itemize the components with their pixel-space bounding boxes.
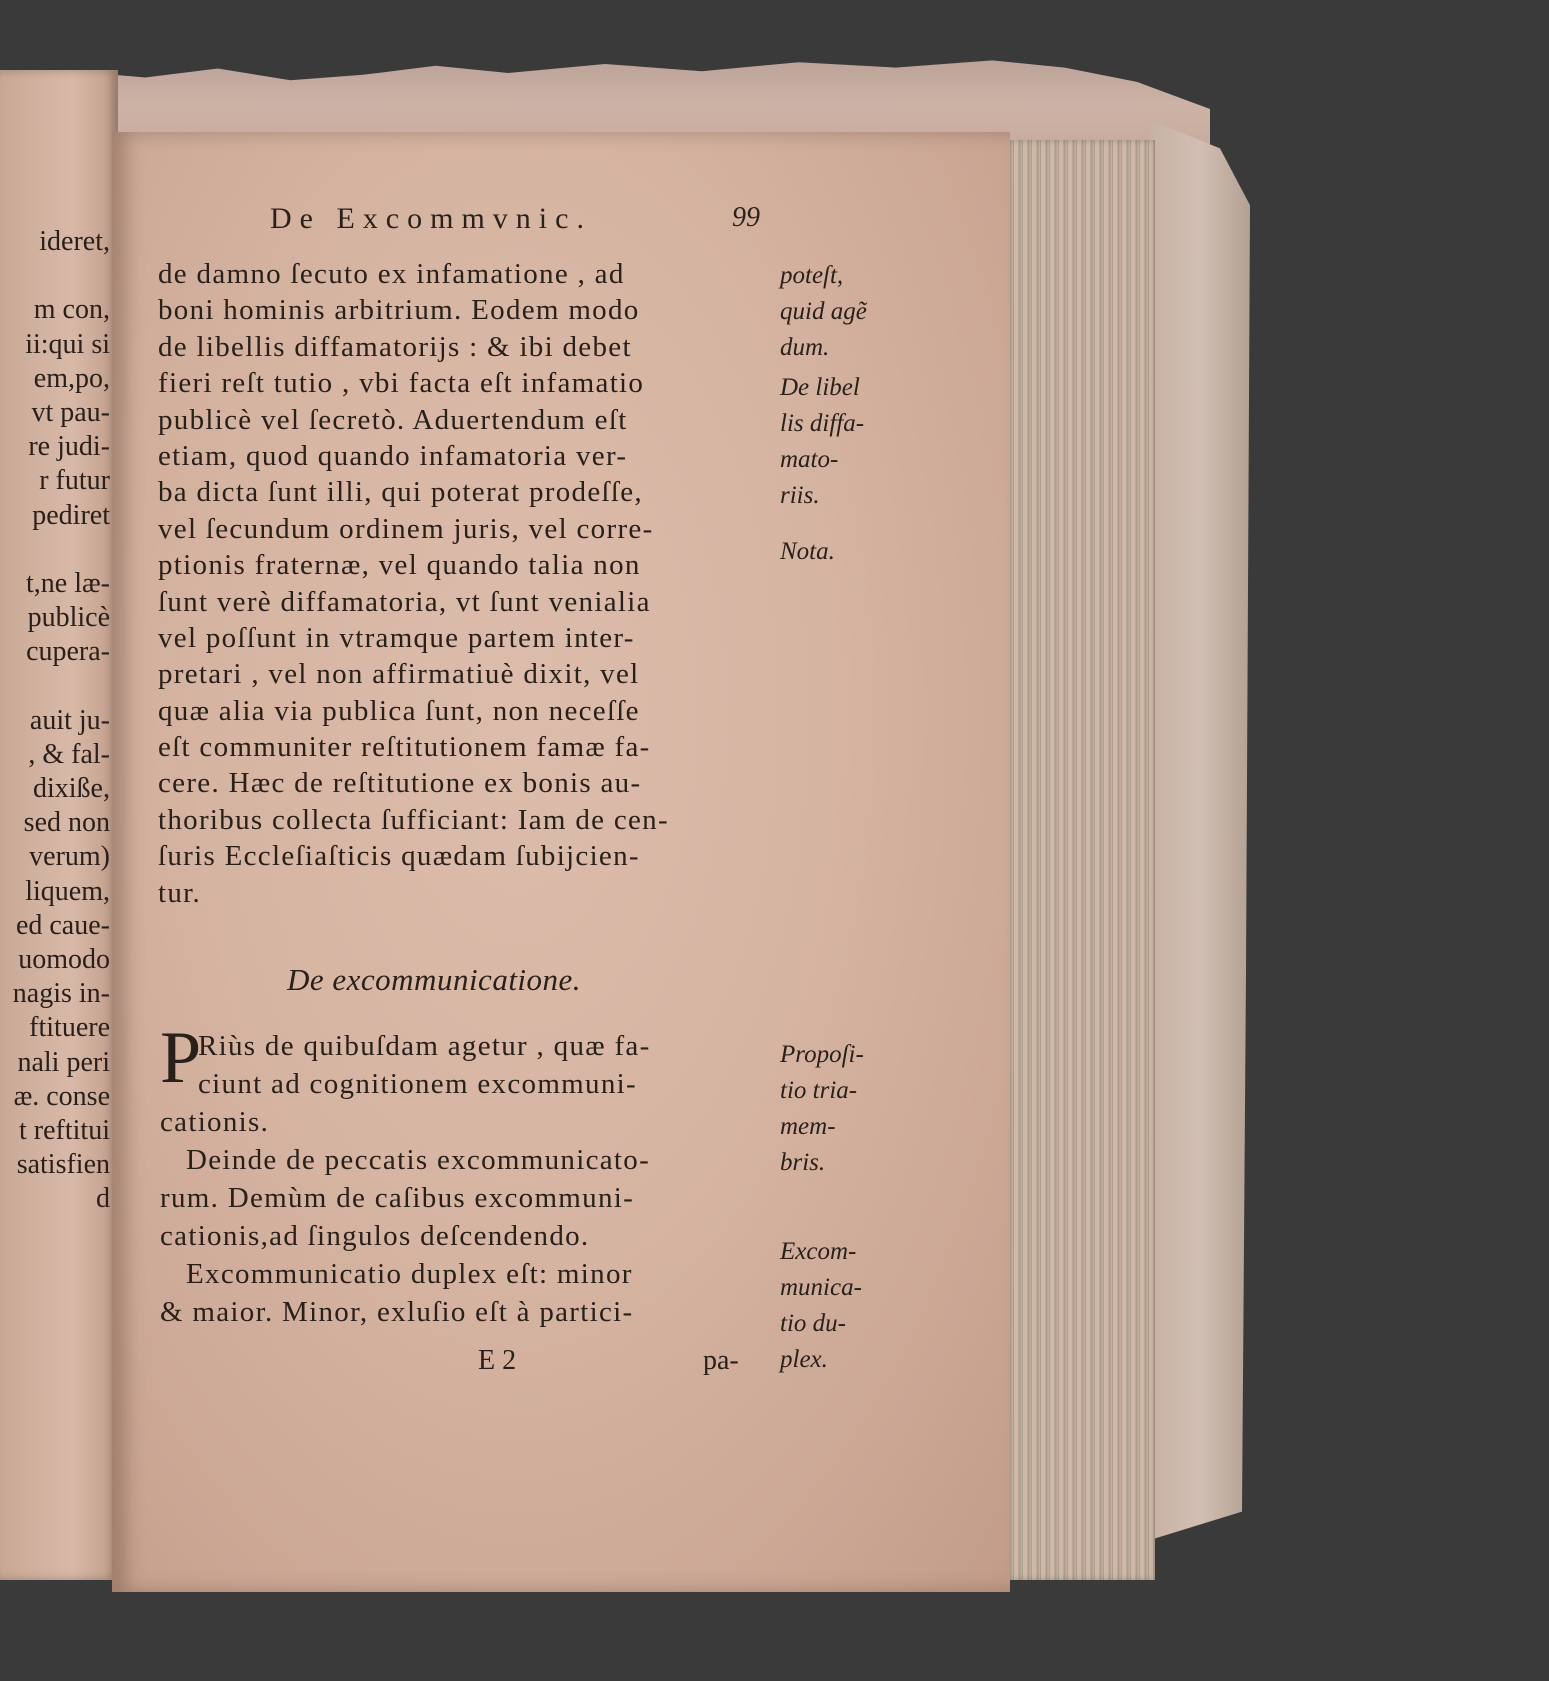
previous-page-line: auit ju- bbox=[29, 704, 110, 736]
page-number: 99 bbox=[732, 202, 760, 233]
margin-note bbox=[780, 1037, 864, 1181]
previous-page-line: ii:qui si bbox=[25, 328, 110, 360]
text-line: cationis,ad ſingulos deſcendendo. bbox=[160, 1220, 590, 1252]
text-line: vel ſecundum ordinem juris, vel corre- bbox=[158, 512, 654, 545]
previous-page-line: sed non bbox=[23, 807, 110, 839]
margin-note bbox=[780, 258, 867, 366]
previous-page-line: satisfien bbox=[16, 1149, 110, 1181]
previous-page-line: pediret bbox=[32, 499, 110, 531]
text-line: de damno ſecuto ex infamatione , ad bbox=[158, 258, 625, 290]
previous-page-fragment bbox=[0, 70, 118, 1580]
text-line: Excommunicatio duplex eſt: minor bbox=[186, 1258, 633, 1290]
previous-page-line bbox=[13, 533, 110, 567]
section-paragraph bbox=[160, 1017, 651, 1331]
body-paragraph bbox=[158, 256, 669, 911]
page-header bbox=[270, 202, 790, 242]
margin-note-line: tio du- bbox=[780, 1310, 846, 1337]
text-line: ptionis fraternæ, vel quando talia non bbox=[158, 549, 641, 582]
text-line: & maior. Minor, exluſio eſt à partici- bbox=[160, 1296, 634, 1328]
previous-page-line: liquem, bbox=[25, 875, 110, 907]
margin-note-line: Excom- bbox=[780, 1238, 857, 1265]
previous-page-line: re judi- bbox=[28, 431, 110, 463]
previous-page-line: m con, bbox=[33, 294, 110, 326]
margin-note-line: Propoſi- bbox=[780, 1041, 864, 1068]
text-line: pretari , vel non affirmatiuè dixit, vel bbox=[158, 658, 640, 691]
text-line: thoribus collecta ſufficiant: Iam de cen- bbox=[158, 803, 669, 836]
previous-page-line: ed caue- bbox=[15, 909, 110, 941]
text-line: Riùs de quibuſdam agetur , quæ fa- bbox=[198, 1030, 651, 1062]
page-edges bbox=[1005, 140, 1155, 1580]
margin-note-line: lis diffa- bbox=[780, 410, 865, 437]
margin-note-line: De libel bbox=[780, 374, 860, 401]
text-line: etiam, quod quando infamatoria ver- bbox=[158, 439, 628, 472]
text-line: cationis. bbox=[160, 1106, 270, 1138]
text-line: ſunt verè diffamatoria, vt ſunt venialia bbox=[158, 585, 651, 618]
text-line: rum. Demùm de caſibus excommuni- bbox=[160, 1182, 635, 1214]
running-head: De Excommvnic. bbox=[270, 202, 592, 235]
previous-page-line bbox=[13, 669, 110, 703]
previous-page-line: æ. conse bbox=[13, 1080, 110, 1112]
margin-note-line: bris. bbox=[780, 1149, 826, 1176]
margin-note-line: tio tria- bbox=[780, 1077, 858, 1104]
text-line: tur. bbox=[158, 876, 202, 909]
text-line: de libellis diffamatorijs : & ibi debet bbox=[158, 330, 632, 363]
margin-note-line: dum. bbox=[780, 334, 830, 361]
previous-page-line: t,ne læ- bbox=[26, 567, 110, 599]
previous-page-line: verum) bbox=[29, 841, 110, 873]
previous-page-line: dixiße, bbox=[33, 773, 110, 804]
text-line: ſuris Eccleſiaſticis quædam ſubijcien- bbox=[158, 840, 640, 873]
margin-note bbox=[780, 534, 835, 570]
book-cover-edge bbox=[1150, 120, 1250, 1540]
text-line: ba dicta ſunt illi, qui poterat prodeſſe, bbox=[158, 476, 643, 509]
text-line: publicè vel ſecretò. Aduertendum eſt bbox=[158, 403, 628, 436]
margin-note-line: quid agẽ bbox=[780, 298, 867, 325]
margin-note-line: mem- bbox=[780, 1113, 836, 1140]
text-line: vel poſſunt in vtramque partem inter- bbox=[158, 621, 635, 654]
margin-note bbox=[780, 1234, 862, 1378]
text-line: ciunt ad cognitionem excommuni- bbox=[198, 1068, 637, 1100]
section-heading: De excommunicatione. bbox=[287, 962, 582, 997]
previous-page-line: nali peri bbox=[17, 1046, 110, 1078]
text-line: Deinde de peccatis excommunicato- bbox=[186, 1144, 651, 1176]
previous-page-line bbox=[13, 259, 110, 293]
margin-note-line: poteſt, bbox=[780, 262, 844, 289]
previous-page-line: cupera- bbox=[26, 636, 110, 668]
previous-page-line: t reftitui bbox=[19, 1114, 110, 1146]
margin-note-line: riis. bbox=[780, 482, 820, 509]
previous-page-line: nagis in- bbox=[12, 978, 110, 1010]
margin-note-line: munica- bbox=[780, 1274, 862, 1301]
text-line: fieri reſt tutio , vbi facta eſt infamatio bbox=[158, 367, 645, 400]
signature-mark: E 2 bbox=[478, 1345, 517, 1376]
text-line: cere. Hæc de reſtitutione ex bonis au- bbox=[158, 767, 642, 800]
previous-page-line: vt pau- bbox=[31, 396, 110, 428]
margin-note-line: plex. bbox=[780, 1346, 828, 1373]
previous-page-line: r futur bbox=[39, 465, 110, 497]
previous-page-line: , & fal- bbox=[28, 738, 110, 770]
previous-page-line: ftituere bbox=[29, 1012, 110, 1044]
previous-page-text bbox=[13, 225, 110, 1216]
previous-page-line: em,po, bbox=[33, 362, 110, 394]
text-line: quæ alia via publica ſunt, non neceſſe bbox=[158, 694, 640, 727]
previous-page-line: ideret, bbox=[39, 226, 110, 257]
drop-cap: P bbox=[160, 1017, 203, 1099]
previous-page-line: publicè bbox=[27, 602, 110, 634]
margin-note-line: Nota. bbox=[780, 538, 835, 565]
margin-note-line: mato- bbox=[780, 446, 839, 473]
text-line: boni hominis arbitrium. Eodem modo bbox=[158, 294, 640, 327]
previous-page-line: d bbox=[96, 1183, 110, 1215]
previous-page-line: uomodo bbox=[18, 943, 110, 975]
catchword: pa- bbox=[703, 1345, 739, 1376]
text-line: eſt communiter reſtitutionem famæ fa- bbox=[158, 731, 651, 764]
margin-note bbox=[780, 370, 864, 514]
